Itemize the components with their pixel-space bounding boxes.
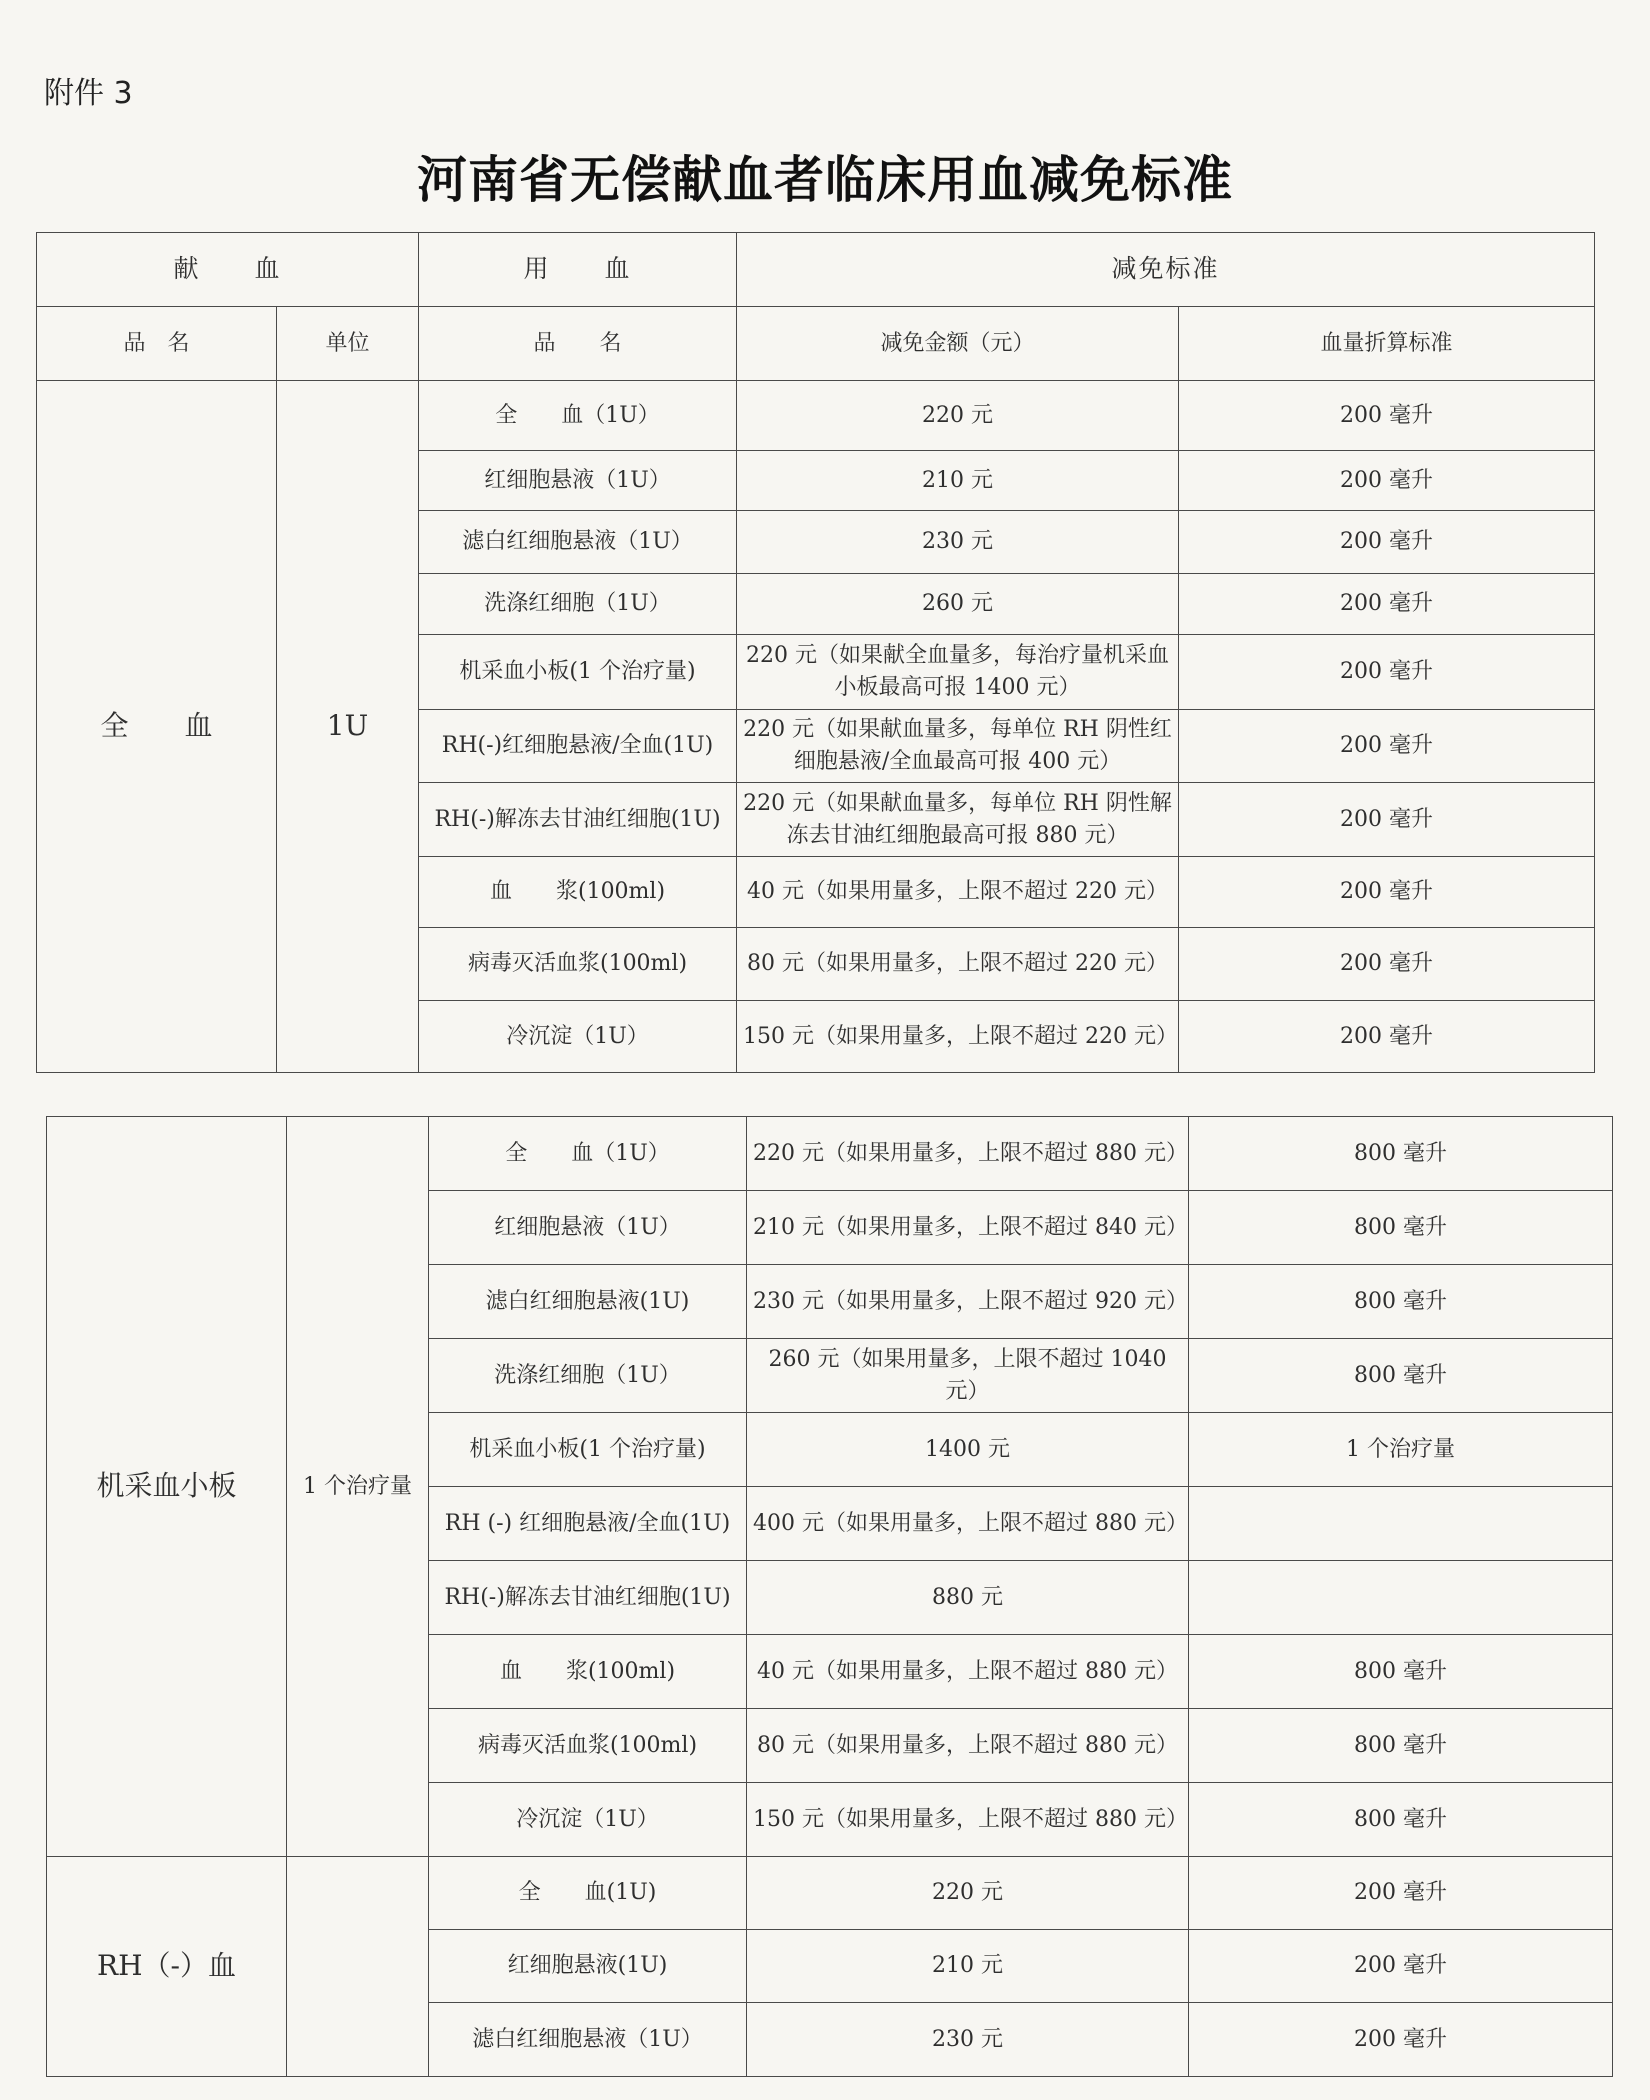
conversion-cell: 200 毫升 (1179, 928, 1595, 1001)
header-usage: 用 血 (419, 233, 737, 307)
amount-cell: 150 元（如果用量多，上限不超过 880 元） (747, 1783, 1189, 1857)
amount-cell: 80 元（如果用量多，上限不超过 880 元） (747, 1709, 1189, 1783)
amount-cell: 40 元（如果用量多，上限不超过 220 元） (737, 857, 1179, 928)
conversion-cell: 200 毫升 (1179, 857, 1595, 928)
conversion-cell: 800 毫升 (1189, 1783, 1613, 1857)
amount-cell: 220 元（如果献血量多，每单位 RH 阴性解冻去甘油红细胞最高可报 880 元） (737, 783, 1179, 857)
conversion-cell: 200 毫升 (1189, 1930, 1613, 2003)
usage-name-cell: 血 浆(100ml) (419, 857, 737, 928)
header-amount: 减免金额（元） (737, 307, 1179, 381)
amount-cell: 230 元 (747, 2003, 1189, 2077)
conversion-cell (1189, 1561, 1613, 1635)
donation-unit-cell (287, 1857, 429, 2077)
conversion-cell (1189, 1487, 1613, 1561)
conversion-cell: 800 毫升 (1189, 1191, 1613, 1265)
conversion-cell: 200 毫升 (1179, 574, 1595, 635)
header-donation-name: 品 名 (37, 307, 277, 381)
conversion-cell: 200 毫升 (1179, 635, 1595, 710)
usage-name-cell: 滤白红细胞悬液（1U） (429, 2003, 747, 2077)
conversion-cell: 800 毫升 (1189, 1709, 1613, 1783)
conversion-cell: 800 毫升 (1189, 1339, 1613, 1413)
amount-cell: 260 元 (737, 574, 1179, 635)
usage-name-cell: RH(-)红细胞悬液/全血(1U) (419, 710, 737, 783)
usage-name-cell: RH(-)解冻去甘油红细胞(1U) (429, 1561, 747, 1635)
usage-name-cell: 机采血小板(1 个治疗量) (429, 1413, 747, 1487)
usage-name-cell: 洗涤红细胞（1U） (419, 574, 737, 635)
usage-name-cell: RH(-)解冻去甘油红细胞(1U) (419, 783, 737, 857)
page-title: 河南省无偿献血者临床用血减免标准 (417, 151, 1233, 209)
amount-cell: 220 元（如果献全血量多，每治疗量机采血小板最高可报 1400 元） (737, 635, 1179, 710)
conversion-cell: 200 毫升 (1179, 511, 1595, 574)
reduction-table-2 (46, 1116, 1613, 2077)
usage-name-cell: 滤白红细胞悬液（1U） (419, 511, 737, 574)
donation-name-cell: 全 血 (37, 381, 277, 1073)
conversion-cell: 800 毫升 (1189, 1117, 1613, 1191)
conversion-cell: 200 毫升 (1189, 2003, 1613, 2077)
amount-cell: 210 元 (737, 451, 1179, 511)
usage-name-cell: 全 血（1U） (419, 381, 737, 451)
donation-name-cell: 机采血小板 (47, 1117, 287, 1857)
amount-cell: 40 元（如果用量多，上限不超过 880 元） (747, 1635, 1189, 1709)
header-usage-name: 品 名 (419, 307, 737, 381)
conversion-cell: 200 毫升 (1189, 1857, 1613, 1930)
amount-cell: 210 元（如果用量多，上限不超过 840 元） (747, 1191, 1189, 1265)
donation-unit-cell: 1 个治疗量 (287, 1117, 429, 1857)
amount-cell: 80 元（如果用量多，上限不超过 220 元） (737, 928, 1179, 1001)
header-standard: 减免标准 (737, 233, 1595, 307)
amount-cell: 230 元 (737, 511, 1179, 574)
donation-unit-cell: 1U (277, 381, 419, 1073)
amount-cell: 230 元（如果用量多，上限不超过 920 元） (747, 1265, 1189, 1339)
usage-name-cell: 洗涤红细胞（1U） (429, 1339, 747, 1413)
amount-cell: 220 元（如果用量多，上限不超过 880 元） (747, 1117, 1189, 1191)
usage-name-cell: 红细胞悬液(1U) (429, 1930, 747, 2003)
amount-cell: 220 元 (747, 1857, 1189, 1930)
conversion-cell: 800 毫升 (1189, 1265, 1613, 1339)
conversion-cell: 200 毫升 (1179, 1001, 1595, 1073)
attachment-label: 附件 3 (44, 76, 133, 111)
header-conversion: 血量折算标准 (1179, 307, 1595, 381)
usage-name-cell: 滤白红细胞悬液(1U) (429, 1265, 747, 1339)
conversion-cell: 200 毫升 (1179, 381, 1595, 451)
conversion-cell: 200 毫升 (1179, 783, 1595, 857)
donation-name-cell: RH（-）血 (47, 1857, 287, 2077)
usage-name-cell: 红细胞悬液（1U） (429, 1191, 747, 1265)
usage-name-cell: 血 浆(100ml) (429, 1635, 747, 1709)
usage-name-cell: 全 血（1U） (429, 1117, 747, 1191)
amount-cell: 260 元（如果用量多，上限不超过 1040 元） (747, 1339, 1189, 1413)
amount-cell: 210 元 (747, 1930, 1189, 2003)
usage-name-cell: 病毒灭活血浆(100ml) (429, 1709, 747, 1783)
conversion-cell: 200 毫升 (1179, 451, 1595, 511)
usage-name-cell: 冷沉淀（1U） (419, 1001, 737, 1073)
usage-name-cell: 冷沉淀（1U） (429, 1783, 747, 1857)
amount-cell: 400 元（如果用量多，上限不超过 880 元） (747, 1487, 1189, 1561)
reduction-table-1 (36, 232, 1595, 1073)
usage-name-cell: 红细胞悬液（1U） (419, 451, 737, 511)
amount-cell: 220 元（如果献血量多，每单位 RH 阴性红细胞悬液/全血最高可报 400 元） (737, 710, 1179, 783)
conversion-cell: 1 个治疗量 (1189, 1413, 1613, 1487)
header-donation: 献 血 (37, 233, 419, 307)
conversion-cell: 800 毫升 (1189, 1635, 1613, 1709)
amount-cell: 150 元（如果用量多，上限不超过 220 元） (737, 1001, 1179, 1073)
usage-name-cell: RH (-) 红细胞悬液/全血(1U) (429, 1487, 747, 1561)
usage-name-cell: 机采血小板(1 个治疗量) (419, 635, 737, 710)
amount-cell: 220 元 (737, 381, 1179, 451)
header-unit: 单位 (277, 307, 419, 381)
amount-cell: 1400 元 (747, 1413, 1189, 1487)
amount-cell: 880 元 (747, 1561, 1189, 1635)
usage-name-cell: 全 血(1U) (429, 1857, 747, 1930)
conversion-cell: 200 毫升 (1179, 710, 1595, 783)
usage-name-cell: 病毒灭活血浆(100ml) (419, 928, 737, 1001)
